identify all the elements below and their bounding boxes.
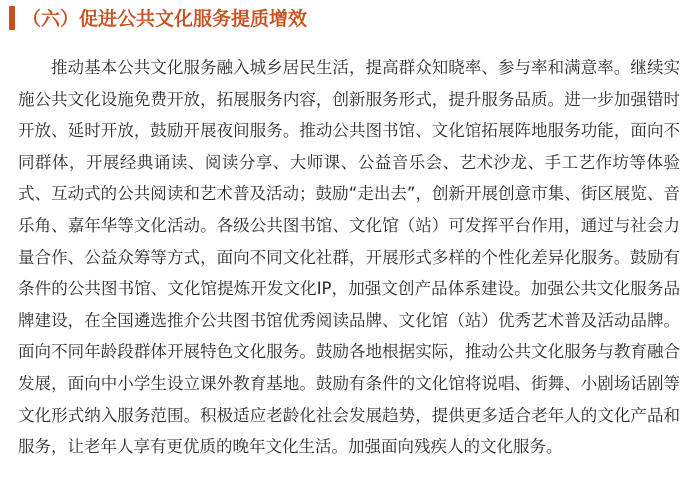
section-title: （六）促进公共文化服务提质增效	[22, 8, 308, 30]
body-paragraph: 推动基本公共文化服务融入城乡居民生活，提高群众知晓率、参与率和满意率。继续实施公共文化设施免费开放，拓展服务内容，创新服务形式，提升服务品质。进一步加强错时开放、延时开放，鼓励开展夜间服务。推动公共图书馆、文化馆拓展阵地服务功能，面向不同群体，开展经典诵读、阅读分享、大师课、公益音乐会、艺术沙龙、手工艺作坊等体验式、互动式的公共阅读和艺术普及活动；鼓励“走出去”，创新开展创意市集、街区展览、音乐角、嘉年华等文化活动。各级公共图书馆、文化馆（站）可发挥平台作用，通过与社会力量合作、公益众筹等方式，面向不同文化社群，开展形式多样的个性化差异化服务。鼓励有条件的公共图书馆、文化馆提炼开发文化IP，加强文创产品体系建设。加强公共文化服务品牌建设，在全国遴选推介公共图书馆优秀阅读品牌、文化馆（站）优秀艺术普及活动品牌。面向不同年龄段群体开展特色文化服务。鼓励各地根据实际，推动公共文化服务与教育融合发展，面向中小学生设立课外教育基地。鼓励有条件的文化馆将说唱、街舞、小剧场话剧等文化形式纳入服务范围。积极适应老龄化社会发展趋势，提供更多适合老年人的文化产品和服务，让老年人享有更优质的晚年文化生活。加强面向残疾人的文化服务。	[18, 58, 680, 457]
section-accent-bar	[9, 6, 15, 30]
section-header	[0, 0, 691, 40]
